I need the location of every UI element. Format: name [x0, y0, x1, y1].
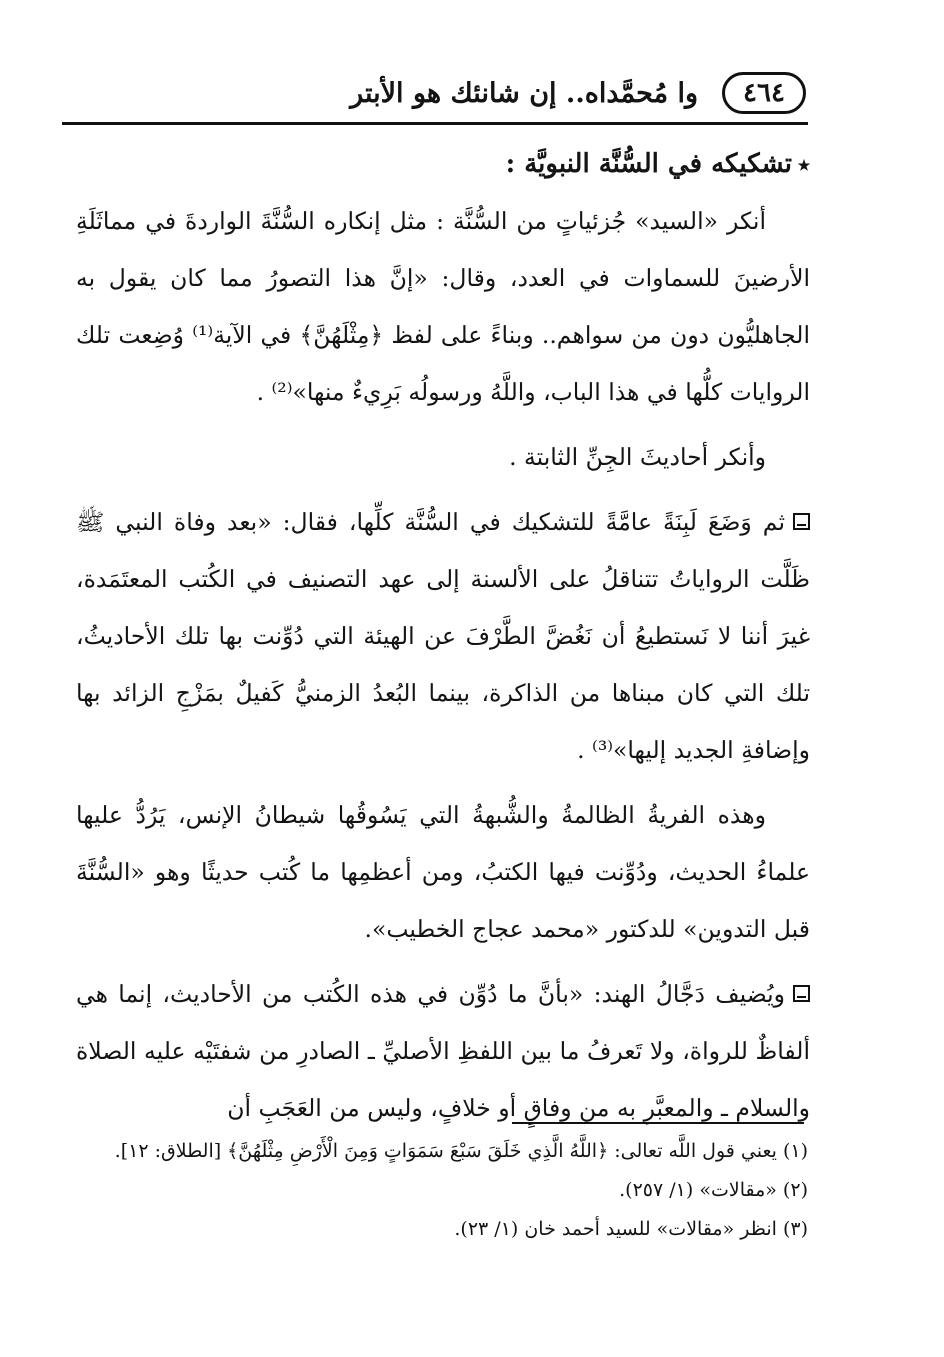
paragraph: أنكر «السيد» جُزئياتٍ من السُّنَّة : مثل إنكاره السُّنَّةَ الواردةَ في مماثَلَةِ الأرضينَ للسماوات في العدد، وقال: «إنَّ هذا التصورُ مما كان يقول به الجاهليُّون دون من سواهم.. وبناءً على لفظ ﴿مِثْلَهُنَّ﴾ في الآية⁽¹⁾ وُضِعت تلك الروايات كلُّها في هذا الباب، واللَّهُ ورسولُه بَرِيءٌ منها»⁽²⁾ .: [76, 207, 810, 406]
paragraph: وهذه الفريةُ الظالمةُ والشُّبهةُ التي يَسُوقُها شيطانُ الإنس، يَرُدُّ عليها علماءُ الحديث، ودُوِّنت فيها الكتبُ، ومن أعظمِها ما كُتب حديثًا وهو «السُّنَّةَ قبل التدوين» للدكتور «محمد عجاج الخطيب».: [76, 801, 810, 943]
footnote: (٣) انظر «مقالات» للسيد أحمد خان (١/ ٢٣).: [454, 1218, 808, 1240]
main-text: [76, 140, 810, 1145]
paragraph-text: ثم وَضَعَ لَبِنَةً عامَّةً للتشكيك في السُّنَّة كلِّها، فقال: «بعد وفاة النبي ﷺ ظَلَّت الرواياتُ تتناقلُ على الألسنة إلى عهد التصنيف في الكُتب المعتَمَدة، غيرَ أننا لا نَستطيعُ أن نَغُضَّ الطَّرْفَ عن الهيئة التي دُوِّنت بها تلك الأحاديثُ، تلك التي كان مبناها من الذاكرة، بينما البُعدُ الزمنيُّ كَفيلٌ بمَزْجِ الزائد بها وإضافةِ الجديد إليها»⁽³⁾ .: [76, 508, 810, 764]
paragraph: [76, 966, 810, 1137]
footnote: (٢) «مقالات» (١/ ٢٥٧).: [619, 1179, 808, 1201]
page-number: ٤٦٤: [722, 72, 806, 114]
running-title: وا مُحمَّداه.. إن شانئك هو الأبتر: [350, 78, 698, 109]
page-header: [62, 66, 808, 126]
asterisk-marker: ٭: [798, 152, 810, 178]
paragraph-text: ويُضيف دَجَّالُ الهند: «بأنَّ ما دُوِّن في هذه الكُتب من الأحاديث، إنما هي ألفاظٌ للرواة، ولا تَعرفُ ما بين اللفظِ الأصليِّ ـ الصادرِ من شفتَيْه عليه الصلاة والسلام ـ والمعبَّرِ به من وفاقٍ أو خلافٍ، وليس من العَجَبِ أن: [76, 980, 810, 1122]
footnote-separator: [512, 1122, 804, 1124]
footnotes: [114, 1132, 808, 1249]
square-bullet-icon: [793, 985, 810, 1002]
section-heading-text: تشكيكه في السُّنَّة النبويَّة :: [505, 149, 792, 179]
paragraph: [76, 494, 810, 779]
square-bullet-icon: [793, 513, 810, 530]
header-rule: [62, 122, 808, 125]
section-heading: [76, 140, 810, 189]
footnote: (١) يعني قول اللَّه تعالى: ﴿اللَّهُ الَّذِي خَلَقَ سَبْعَ سَمَوَاتٍ وَمِنَ الْأَرْضِ مِثْلَهُنَّ﴾ [الطلاق: ١٢].: [114, 1140, 808, 1162]
paragraph: وأنكر أحاديثَ الجِنِّ الثابتة .: [509, 443, 766, 471]
